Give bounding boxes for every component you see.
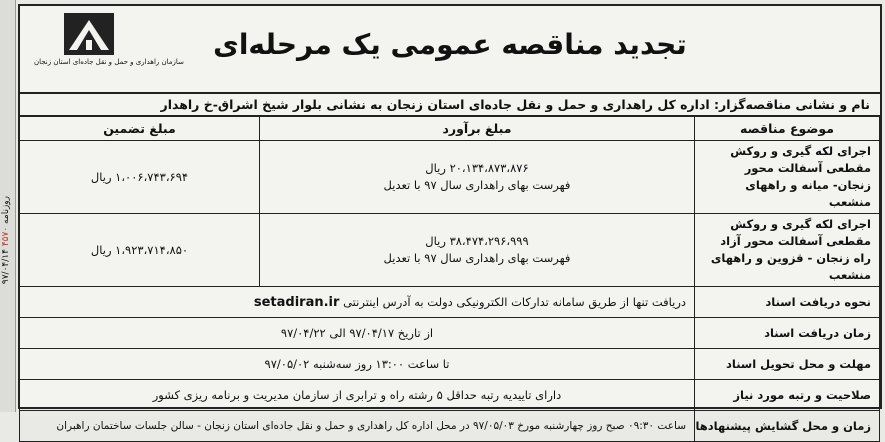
tender-table xyxy=(19,116,880,442)
row-guarantee: ۱،۹۲۳،۷۱۴،۸۵۰ ریال xyxy=(19,214,259,287)
estimate-note: فهرست بهای راهداری سال ۹۷ با تعدیل xyxy=(383,178,571,192)
info-value: تا ساعت ۱۳:۰۰ روز سه‌شنبه ۹۷/۰۵/۰۲ xyxy=(19,349,694,380)
info-row-opening xyxy=(19,411,879,442)
info-label: زمان دریافت اسناد xyxy=(695,318,880,349)
row-estimate xyxy=(259,214,694,287)
organization-logo xyxy=(34,12,184,82)
info-row-qualification xyxy=(19,380,879,411)
tender-announcer: نام و نشانی مناقصه‌گزار: اداره کل راهداری و حمل و نقل جاده‌ای استان زنجان به نشانی بلوار شیخ اشراق-خ راهدار xyxy=(20,92,880,116)
info-label: صلاحیت و رتبه مورد نیاز xyxy=(695,380,880,411)
newspaper-side-strip xyxy=(0,0,16,412)
info-row-document-method xyxy=(19,287,879,318)
header-guarantee: مبلغ تضمین xyxy=(19,117,259,141)
side-strip-highlight: ۴۵۷۰ xyxy=(1,226,11,247)
info-label: نحوه دریافت اسناد xyxy=(695,287,880,318)
info-value xyxy=(19,287,694,318)
notice-title: تجدید مناقصه عمومی یک مرحله‌ای xyxy=(213,28,687,61)
table-row xyxy=(19,141,879,214)
table-header-row xyxy=(19,117,879,141)
info-text: دریافت تنها از طریق سامانه تدارکات الکترونیکی دولت به آدرس اینترنتی xyxy=(343,294,686,309)
tender-notice xyxy=(18,4,882,433)
info-label: مهلت و محل تحویل اسناد xyxy=(695,349,880,380)
info-row-delivery-deadline xyxy=(19,349,879,380)
info-row-document-time xyxy=(19,318,879,349)
logo-caption: سازمان راهداری و حمل و نقل جاده‌ای استان زنجان xyxy=(34,58,184,66)
header-estimate: مبلغ برآورد xyxy=(259,117,694,141)
header-subject: موضوع مناقصه xyxy=(695,117,880,141)
row-estimate xyxy=(259,141,694,214)
ministry-logo-icon xyxy=(63,12,115,56)
estimate-amount: ۳۸،۴۷۴،۲۹۶،۹۹۹ ریال xyxy=(425,234,529,248)
table-row xyxy=(19,214,879,287)
estimate-amount: ۲۰،۱۳۴،۸۷۳،۸۷۶ ریال xyxy=(425,161,529,175)
info-value: از تاریخ ۹۷/۰۴/۱۷ الی ۹۷/۰۴/۲۲ xyxy=(19,318,694,349)
side-strip-prefix: روزنامه xyxy=(1,196,11,224)
estimate-note: فهرست بهای راهداری سال ۹۷ با تعدیل xyxy=(383,251,571,265)
info-label: زمان و محل گشایش پیشنهادها xyxy=(695,411,880,442)
side-strip-date: ۹۷/۰۴/۱۴ xyxy=(1,249,11,285)
row-guarantee: ۱،۰۰۶،۷۴۳،۶۹۴ ریال xyxy=(19,141,259,214)
info-value: دارای تاییدیه رتبه حداقل ۵ رشته راه و ترابری از سازمان مدیریت و برنامه ریزی کشور xyxy=(19,380,694,411)
notice-header xyxy=(20,6,880,92)
setadiran-link[interactable]: setadiran.ir xyxy=(253,294,340,310)
row-subject: اجرای لکه گیری و روکش مقطعی آسفالت محور آزاد راه زنجان - قزوین و راههای منشعب xyxy=(695,214,880,287)
info-value: ساعت ۰۹:۳۰ صبح روز چهارشنبه مورخ ۹۷/۰۵/۰۳ در محل اداره کل راهداری و حمل و نقل جاده‌ای استان زنجان - سالن جلسات ساختمان راهبران xyxy=(19,411,694,442)
side-strip-text xyxy=(1,196,15,284)
row-subject: اجرای لکه گیری و روکش مقطعی آسفالت محور زنجان- میانه و راههای منشعب xyxy=(695,141,880,214)
